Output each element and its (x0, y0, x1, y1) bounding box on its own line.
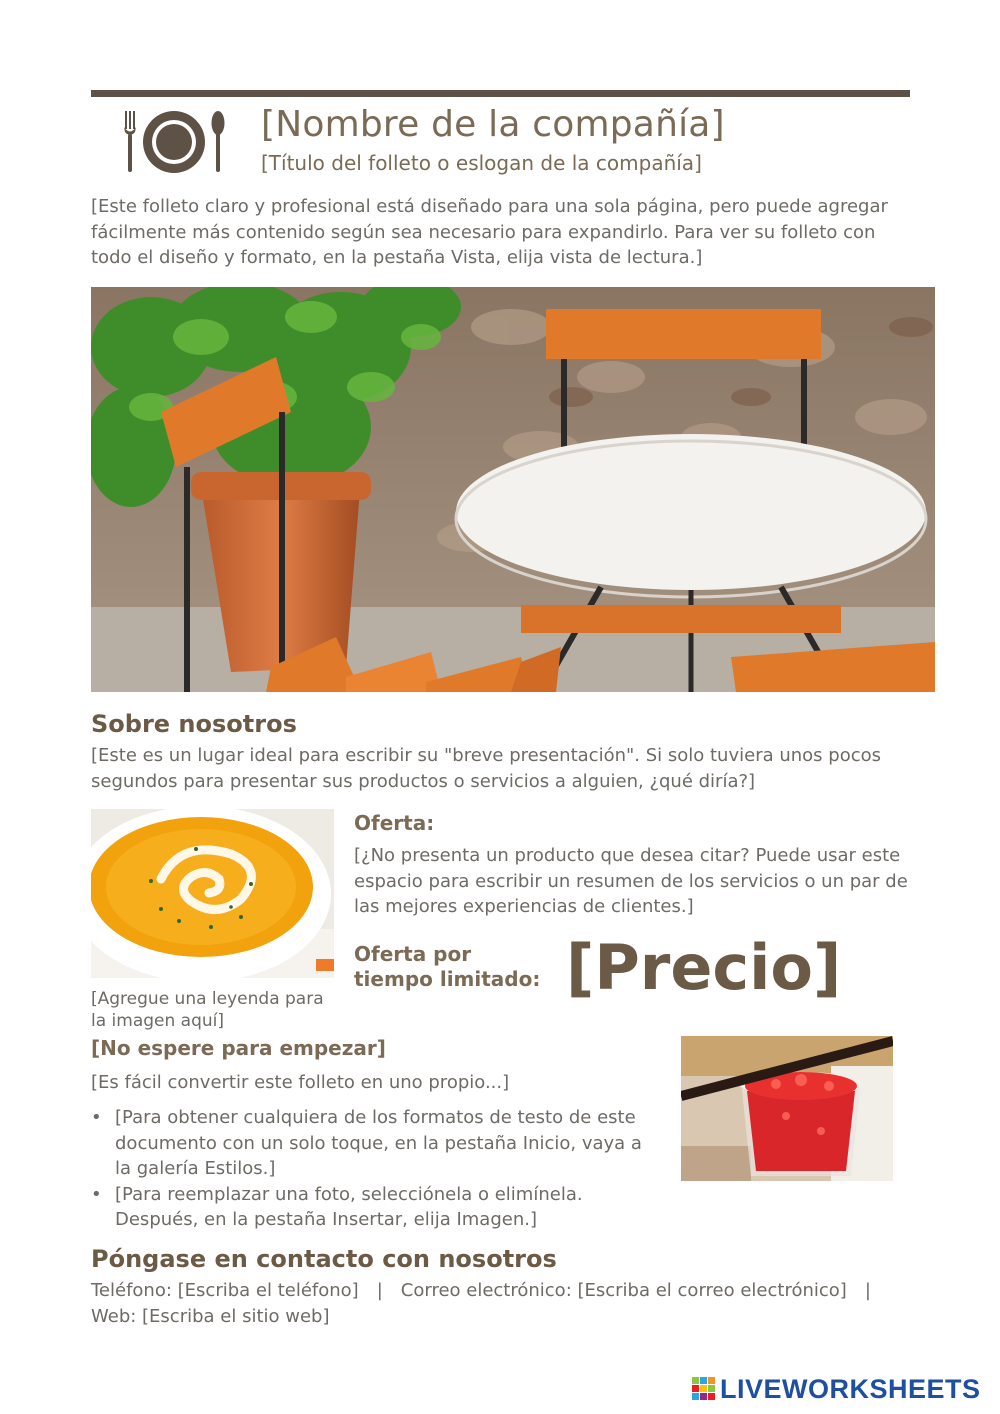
list-item: • [Para obtener cualquiera de los formatos de testo de este documento con un solo toque, en la pestaña Inicio, vaya a la galería Estilos.] (91, 1107, 642, 1179)
liveworksheets-watermark[interactable] (692, 1375, 981, 1403)
company-name: [Nombre de la compañía] (261, 104, 725, 145)
top-accent-bar (91, 90, 910, 97)
cafe-table-photo (91, 287, 935, 692)
intro-paragraph: [Este folleto claro y profesional está diseñado para una sola página, pero puede agregar fácilmente más contenido según sea necesario para expandirlo. Para ver su folleto con todo el diseño y formato, en la pestaña Vista, elija vista de lectura.] (91, 196, 888, 268)
contact-email: Correo electrónico: [Escriba el correo electrónico] (400, 1280, 847, 1301)
offer-heading: Oferta: (354, 811, 435, 835)
list-item: • [Para reemplazar una foto, selecciónela o elimínela. Después, en la pestaña Insertar, elija Imagen.] (91, 1183, 583, 1230)
bullet-marker: • (91, 1183, 102, 1205)
contact-details (91, 1278, 911, 1329)
offer-paragraph: [¿No presenta un producto que desea citar? Puede usar este espacio para escribir un resumen de los servicios o un par de las mejores experiencias de clientes.] (354, 845, 908, 917)
about-heading: Sobre nosotros (91, 710, 297, 738)
price: [Precio] (566, 931, 842, 1004)
image-caption: [Agregue una leyenda para la imagen aquí] (91, 989, 324, 1031)
separator: | (376, 1280, 383, 1301)
contact-heading: Póngase en contacto con nosotros (91, 1245, 557, 1273)
tips-list (91, 1105, 651, 1233)
separator: | (864, 1280, 871, 1301)
start-paragraph: [Es fácil convertir este folleto en uno propio...] (91, 1072, 510, 1093)
limited-offer-label: Oferta por tiempo limitado: (354, 942, 541, 991)
bullet-marker: • (91, 1107, 102, 1128)
contact-web: Web: [Escriba el sitio web] (91, 1305, 330, 1327)
start-heading: [No espere para empezar] (91, 1036, 386, 1060)
soup-bowl-photo (91, 809, 334, 978)
watermark-text: LIVEWORKSHEETS (720, 1373, 981, 1404)
about-paragraph: [Este es un lugar ideal para escribir su "breve presentación". Si solo tuviera unos pocos segundos para presentar sus productos o servicios a alguien, ¿qué diría?] (91, 745, 881, 792)
fork-plate-spoon-icon (118, 108, 230, 176)
liveworksheets-logo-icon (692, 1377, 716, 1401)
contact-phone: Teléfono: [Escriba el teléfono] (91, 1280, 359, 1301)
brochure-tagline: [Título del folleto o eslogan de la compañía] (261, 151, 702, 175)
jam-glass-photo (681, 1036, 893, 1181)
